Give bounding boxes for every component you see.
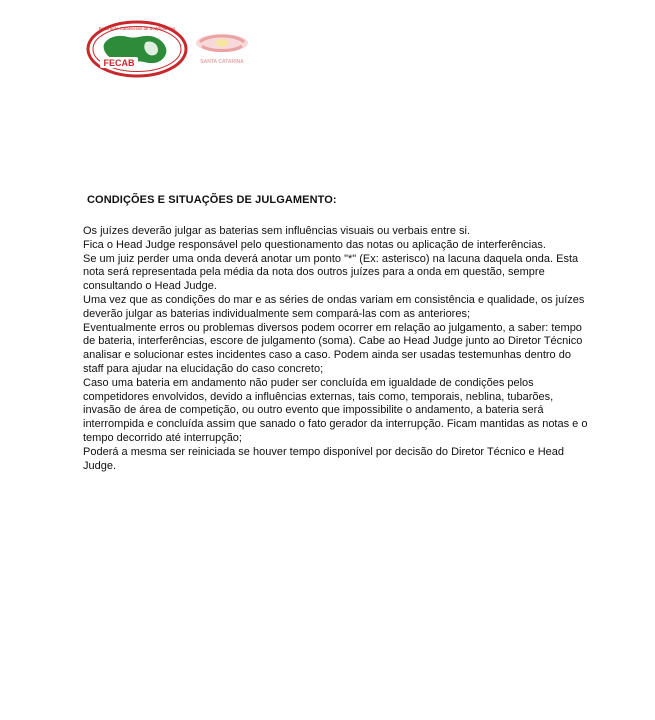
paragraph: Poderá a mesma ser reiniciada se houver tempo disponível por decisão do Diretor Técnico e Head Judge. [83,445,564,472]
section-heading: CONDIÇÕES E SITUAÇÕES DE JULGAMENTO: [87,194,337,206]
paragraph: Caso uma bateria em andamento não puder ser concluída em igualdade de condições pelos competidores envolvidos, devido a influências externas, tais como, temporais, neblina, tubarões, invasão de área de competição, ou outro evento que impossibilite o andamento, a bateria será interrompida e concluída assim que sanado o fato gerador da interrupção. Ficam mantidas as notas e o tempo decorrido até interrupção; [83,376,588,444]
paragraph: Fica o Head Judge responsável pelo questionamento das notas ou aplicação de interferências. [83,238,546,251]
paragraph: Se um juiz perder uma onda deverá anotar um ponto "*" (Ex: asterisco) na lacuna daquela onda. Esta nota será representada pela média da nota dos outros juízes para a onda em questão, sempre consultando o Head Judge. [83,252,579,293]
paragraph: Uma vez que as condições do mar e as séries de ondas variam em consistência e qualidade, os juízes deverão julgar as baterias individualmente sem compará-las com as anteriores; [83,293,585,320]
document-body [83,225,593,473]
paragraph: Os juízes deverão julgar as baterias sem influências visuais ou verbais entre si. [83,225,471,237]
santa-catarina-label: SANTA CATARINA [200,59,244,65]
paragraph: Eventualmente erros ou problemas diversos podem ocorrer em relação ao julgamento, a saber: tempo de bateria, interferências, escore de julgamento (soma). Cabe ao Head Judge junto ao Diretor Técnico analisar e solucionar estes incidentes caso a caso. Podem ainda ser usadas testemunhas dentro do staff para ajudar na elucidação do caso concreto; [83,321,583,375]
fecab-arc-text: Federação Catarinense de Bodyboarding [98,26,176,31]
santa-catarina-logo [192,28,252,68]
fecab-logo [86,20,188,78]
fecab-logo-text: FECAB [103,58,135,68]
